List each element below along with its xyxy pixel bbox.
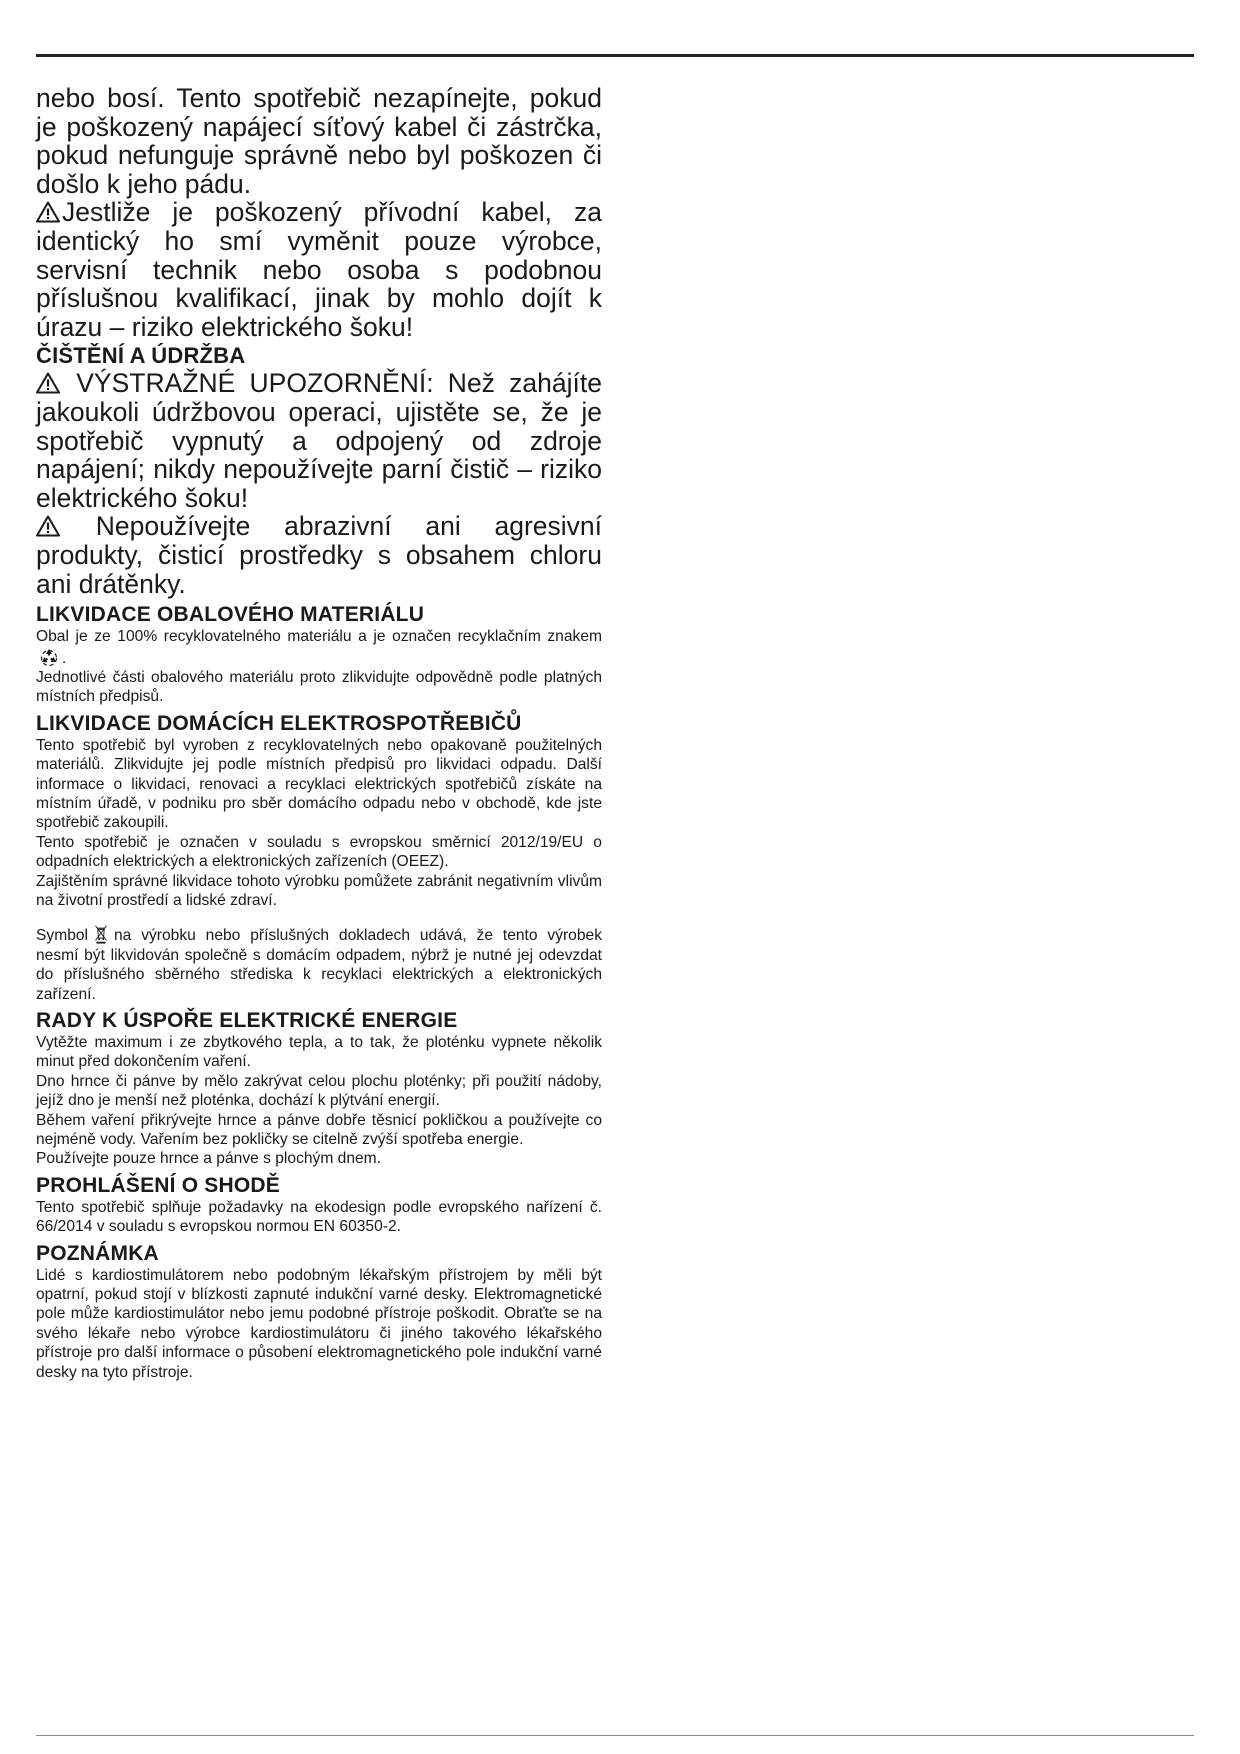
appliances-paragraph-4 [36,924,602,1004]
intro-warning [36,198,602,341]
packaging-title: LIKVIDACE OBALOVÉHO MATERIÁLU [36,603,425,627]
packaging-paragraph-2: Jednotlivé části obalového materiálu proto zlikvidujte odpovědně podle platných místních předpisů. [36,668,602,706]
warning-triangle-icon [36,201,60,223]
intro-warning-text: Jestliže je poškozený přívodní kabel, za identický ho smí vyměnit pouze výrobce, servisní technik nebo osoba s podobnou příslušnou kvalifikací, jinak by mohlo dojít k úrazu – riziko elektrického šoku! [36,197,602,342]
energy-section [36,1033,602,1169]
conformity-section [36,1198,602,1237]
energy-paragraph-4: Používejte pouze hrnce a pánve s plochým dnem. [36,1150,381,1168]
energy-title: RADY K ÚSPOŘE ELEKTRICKÉ ENERGIE [36,1009,458,1032]
appliances-paragraph-2: Tento spotřebič je označen v souladu s evropskou směrnicí 2012/19/EU o odpadních elektrických a elektronických zařízeních (OEEZ). [36,833,602,871]
appliances-section [36,736,602,1004]
cleaning-warning-1-text: VÝSTRAŽNÉ UPOZORNĚNÍ: Než zahájíte jakoukoli údržbovou operaci, ujistěte se, že je spotřebič vypnutý a odpojený od zdroje napájení; nikdy nepoužívejte parní čistič – riziko elektrického šoku! [36,368,602,513]
appliances-paragraph-1: Tento spotřebič byl vyroben z recyklovatelných nebo opakovaně použitelných materiálů. Zlikvidujte jej podle místních předpisů pro likvidaci odpadu. Další informace o likvidaci, renovaci a recyklaci elektrických spotřebičů získáte na místním úřadě, v podniku pro sběr domácího odpadu nebo v obchodě, kde jste spotřebič zakoupili. [36,736,602,832]
cleaning-warning-2 [36,512,602,598]
note-title: POZNÁMKA [36,1241,159,1265]
recycle-icon [39,647,59,667]
spacer [36,910,602,924]
note-paragraph: Lidé s kardiostimulátorem nebo podobným lékařským přístrojem by měli být opatrní, pokud stojí v blízkosti zapnuté indukční varné desky. Elektromagnetické pole může kardiostimulátor nebo jemu podobné přístroje poškodit. Obraťte se na svého lékaře nebo výrobce kardiostimulátoru či jiného takového lékařského přístroje pro další informace o působení elektromagnetického pole indukční varné desky na tyto přístroje. [36,1266,602,1381]
energy-paragraph-2: Dno hrnce či pánve by mělo zakrývat celou plochu ploténky; při použití nádoby, jejíž dno je menší než ploténka, dochází k plýtvání energií. [36,1072,602,1110]
warning-triangle-icon [36,372,60,394]
packaging-section [36,627,602,707]
intro-paragraph: nebo bosí. Tento spotřebič nezapínejte, pokud je poškozený napájecí síťový kabel či zástrčka, pokud nefunguje správně nebo byl poškozen či došlo k jeho pádu. [36,83,602,199]
conformity-paragraph: Tento spotřebič splňuje požadavky na ekodesign podle evropského nařízení č. 66/2014 v souladu s evropskou normou EN 60350-2. [36,1198,602,1236]
warning-triangle-icon [36,515,60,537]
symbol-word: Symbol [36,927,88,945]
packaging-p1-text: Obal je ze 100% recyklovatelného materiálu a je označen recyklačním znakem [36,628,602,646]
energy-paragraph-1: Vytěžte maximum i ze zbytkového tepla, a to tak, že ploténku vypnete několik minut před dokončením vaření. [36,1034,602,1071]
crossed-bin-icon [91,924,111,944]
text-column [36,84,602,1382]
note-section [36,1266,602,1382]
cleaning-warning-2-text: Nepoužívejte abrazivní ani agresivní produkty, čisticí prostředky s obsahem chloru ani drátěnky. [36,511,602,599]
bottom-rule [36,1735,1194,1736]
safety-section [36,84,602,341]
cleaning-warning-1 [36,369,602,512]
packaging-p1-end: . [62,649,67,667]
appliances-title: LIKVIDACE DOMÁCÍCH ELEKTROSPOTŘEBIČŮ [36,711,522,735]
top-rule [36,54,1194,57]
conformity-title: PROHLÁŠENÍ O SHODĚ [36,1173,280,1197]
packaging-paragraph-1 [36,627,602,668]
energy-paragraph-3: Během vaření přikrývejte hrnce a pánve dobře těsnicí pokličkou a používejte co nejméně vody. Vařením bez pokličky se citelně zvýší spotřeba energie. [36,1111,602,1149]
cleaning-section [36,369,602,598]
symbol-description: na výrobku nebo příslušných dokladech udává, že tento výrobek nesmí být likvidován společně s domácím odpadem, nýbrž je nutné jej odevzdat do příslušného sběrného střediska k recyklaci elektrických a elektronických zařízení. [36,927,602,1003]
appliances-paragraph-3: Zajištěním správné likvidace tohoto výrobku pomůžete zabránit negativním vlivům na životní prostředí a lidské zdraví. [36,872,602,909]
cleaning-title: ČIŠTĚNÍ A ÚDRŽBA [36,343,246,369]
